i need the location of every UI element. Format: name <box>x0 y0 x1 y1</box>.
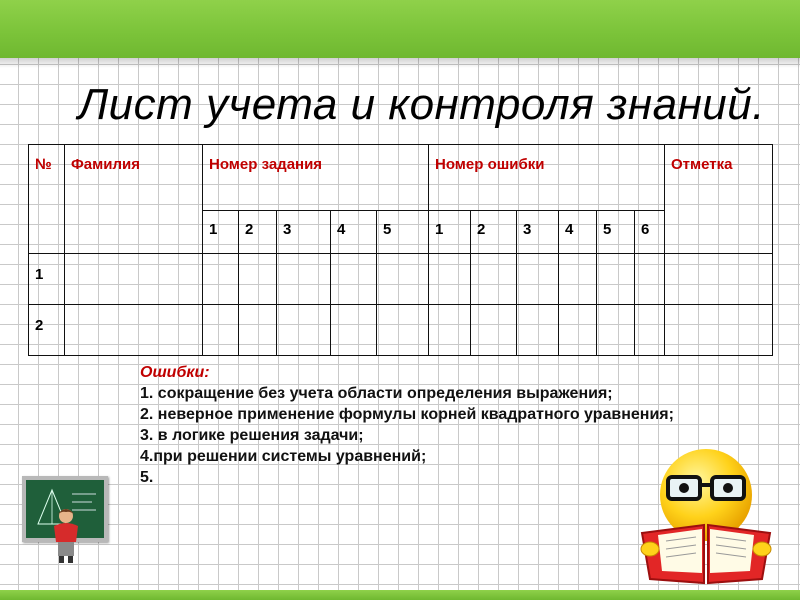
cell-task[interactable] <box>203 254 239 305</box>
header-task-number: Номер задания <box>203 145 429 211</box>
error-item-4: 4.при решении системы уравнений; <box>140 448 427 465</box>
error-item-1: 1. сокращение без учета области определения выражения; <box>140 385 613 402</box>
error-col-5: 5 <box>597 211 635 254</box>
error-item-5: 5. <box>140 469 154 486</box>
error-col-4: 4 <box>559 211 597 254</box>
error-col-2: 2 <box>471 211 517 254</box>
cell-error[interactable] <box>559 305 597 356</box>
cell-error[interactable] <box>597 305 635 356</box>
cell-error[interactable] <box>429 254 471 305</box>
cell-mark[interactable] <box>665 254 773 305</box>
cell-task[interactable] <box>239 254 277 305</box>
cell-task[interactable] <box>331 254 377 305</box>
cell-task[interactable] <box>239 305 277 356</box>
cell-error[interactable] <box>517 254 559 305</box>
error-item-2: 2. неверное применение формулы корней квадратного уравнения; <box>140 406 674 423</box>
table-row <box>29 305 773 356</box>
cell-error[interactable] <box>597 254 635 305</box>
header-mark: Отметка <box>665 145 773 254</box>
cell-error[interactable] <box>471 305 517 356</box>
row-number: 2 <box>29 305 65 356</box>
header-surname: Фамилия <box>65 145 203 254</box>
footer-band <box>0 590 800 600</box>
header-row <box>29 145 773 211</box>
cell-surname[interactable] <box>65 305 203 356</box>
header-number: № <box>29 145 65 254</box>
cell-error[interactable] <box>635 305 665 356</box>
header-band <box>0 0 800 58</box>
smiley-reading-book-icon <box>640 445 772 587</box>
error-col-1: 1 <box>429 211 471 254</box>
task-col-5: 5 <box>377 211 429 254</box>
row-number: 1 <box>29 254 65 305</box>
error-col-3: 3 <box>517 211 559 254</box>
task-col-1: 1 <box>203 211 239 254</box>
cell-task[interactable] <box>377 254 429 305</box>
header-error-number: Номер ошибки <box>429 145 665 211</box>
cell-task[interactable] <box>277 305 331 356</box>
cell-error[interactable] <box>559 254 597 305</box>
table-row <box>29 254 773 305</box>
cell-error[interactable] <box>517 305 559 356</box>
cell-error[interactable] <box>635 254 665 305</box>
errors-list <box>140 362 700 488</box>
cell-task[interactable] <box>277 254 331 305</box>
page-title: Лист учета и контроля знаний. <box>78 80 765 129</box>
cell-task[interactable] <box>203 305 239 356</box>
task-col-4: 4 <box>331 211 377 254</box>
cell-task[interactable] <box>331 305 377 356</box>
error-item-3: 3. в логике решения задачи; <box>140 427 364 444</box>
teacher-icon <box>48 508 84 564</box>
cell-surname[interactable] <box>65 254 203 305</box>
cell-task[interactable] <box>377 305 429 356</box>
cell-error[interactable] <box>429 305 471 356</box>
errors-title: Ошибки: <box>140 364 210 381</box>
task-col-2: 2 <box>239 211 277 254</box>
task-col-3: 3 <box>277 211 331 254</box>
cell-mark[interactable] <box>665 305 773 356</box>
knowledge-control-table <box>28 144 773 356</box>
error-col-6: 6 <box>635 211 665 254</box>
cell-error[interactable] <box>471 254 517 305</box>
